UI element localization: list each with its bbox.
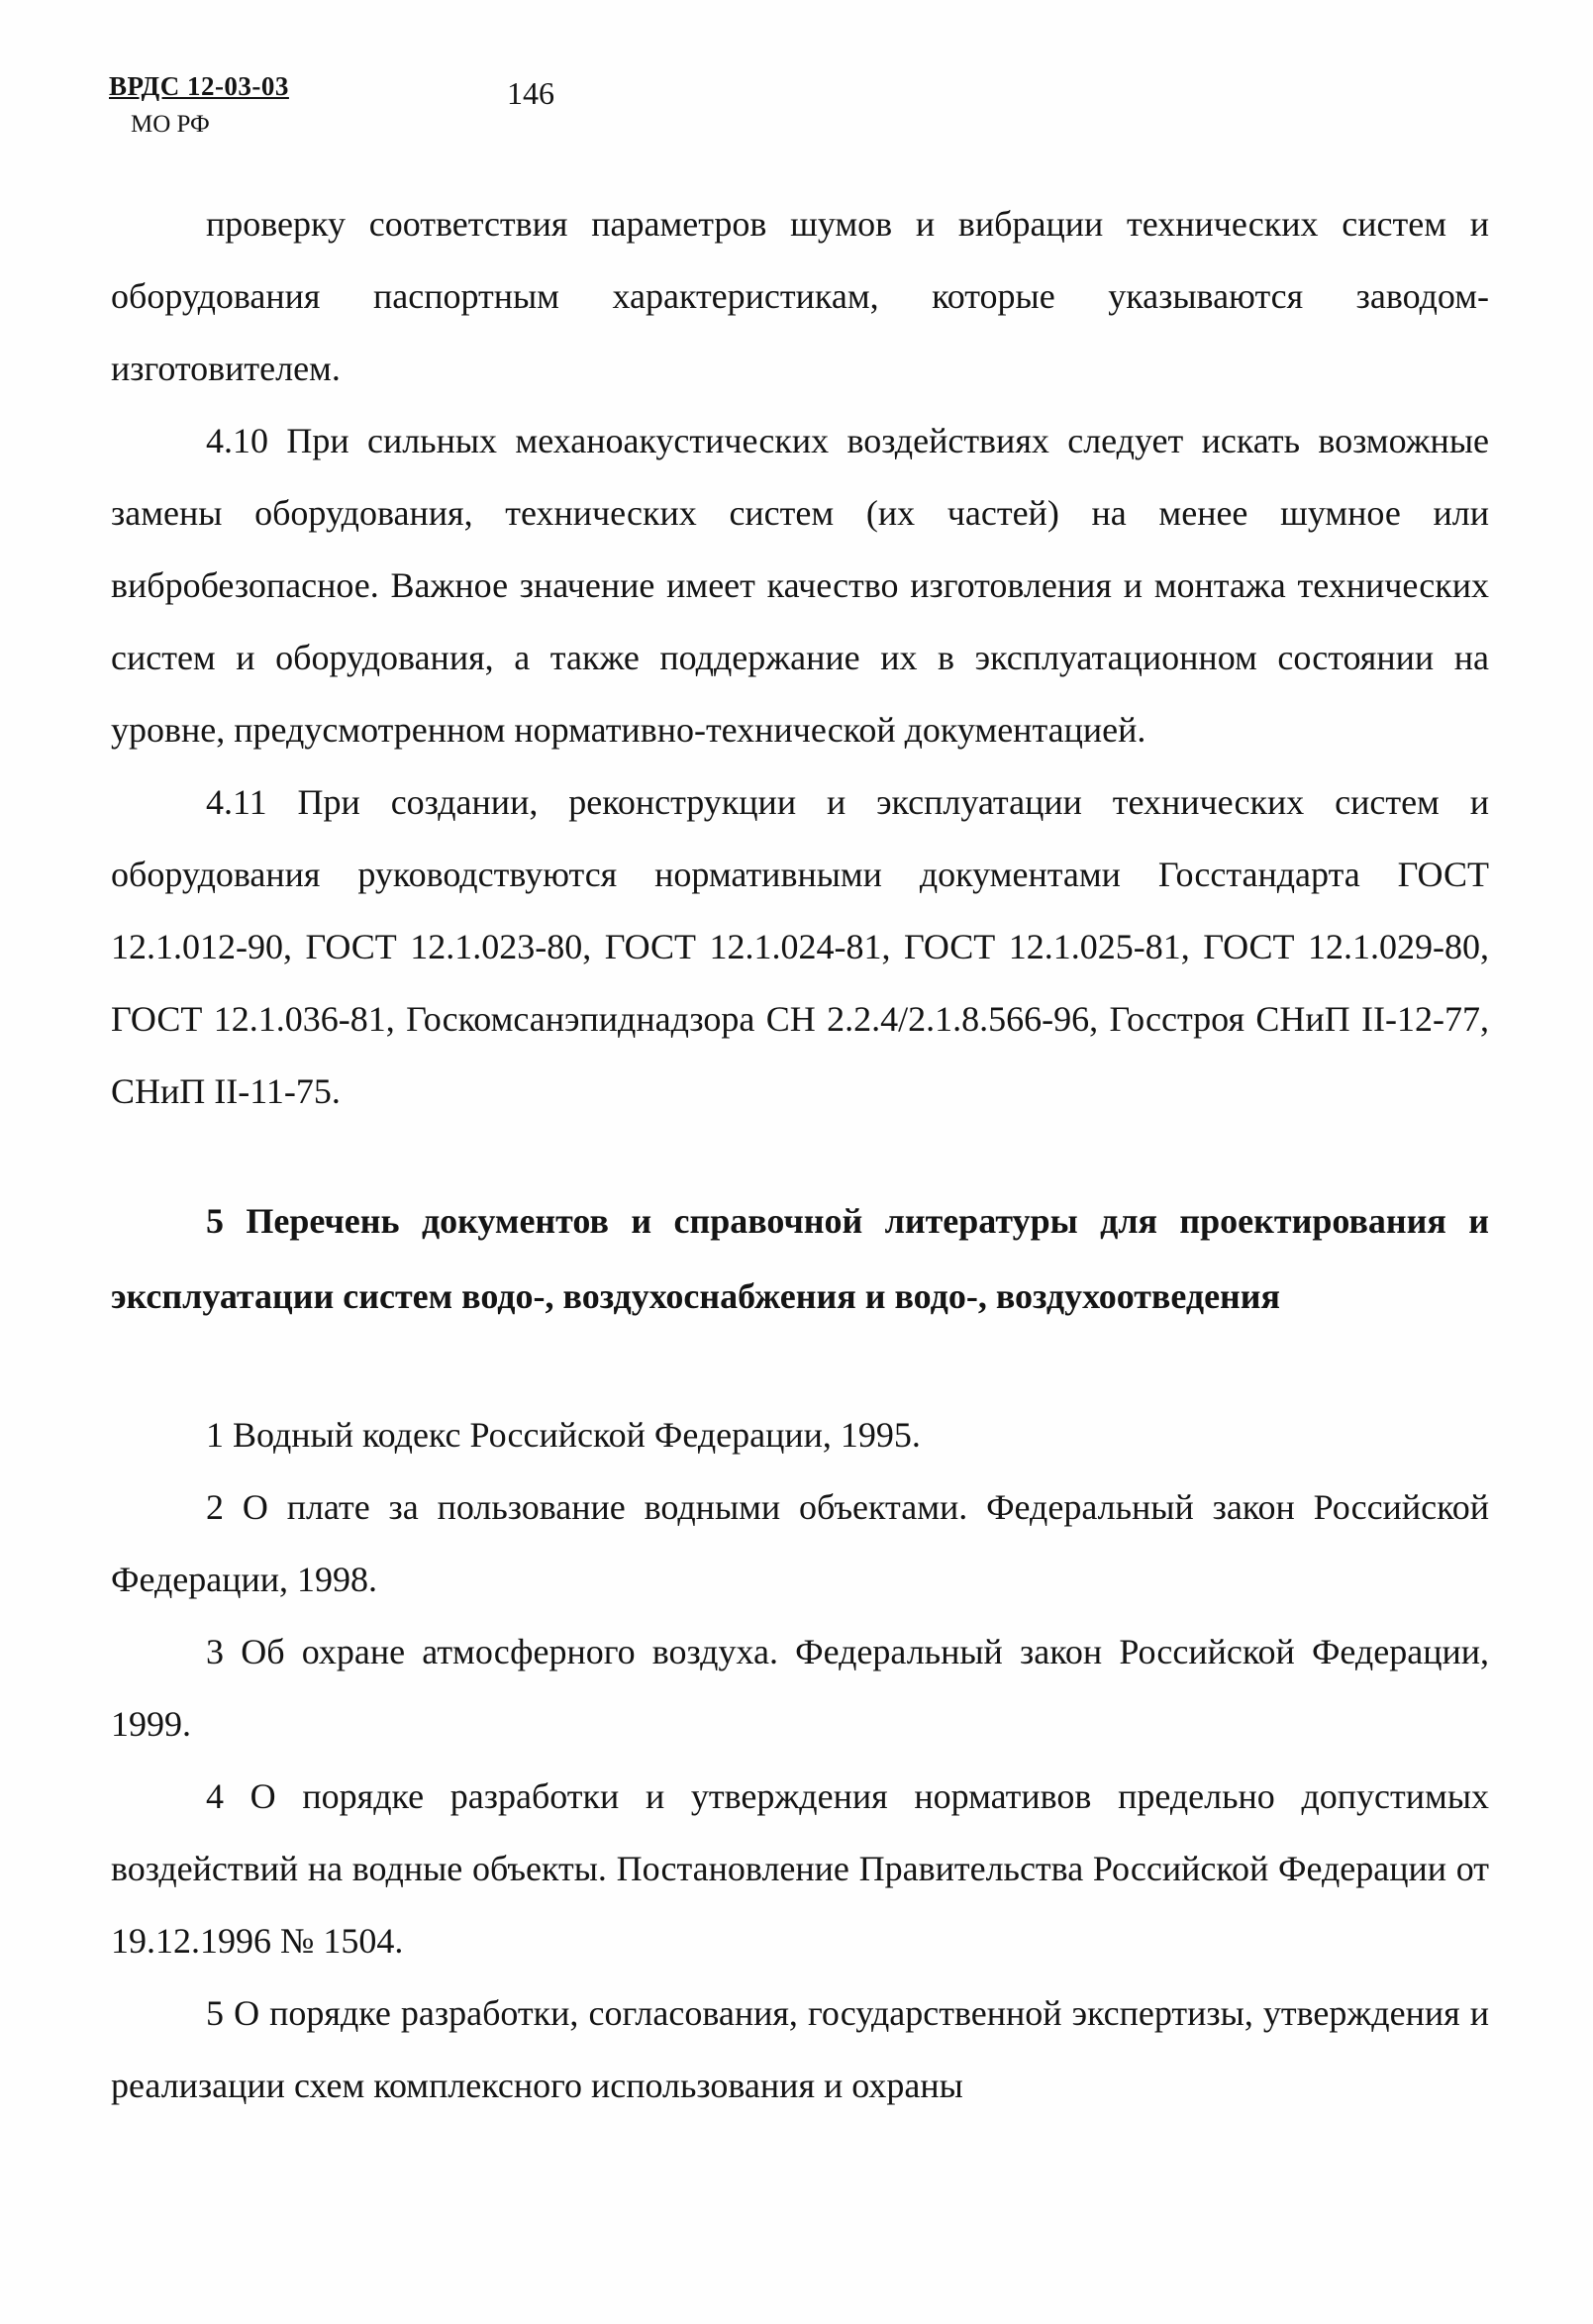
doc-org: МО РФ — [131, 111, 210, 138]
list-item-3: 3 Об охране атмосферного воздуха. Федеральный закон Российской Федерации, 1999. — [111, 1632, 1489, 1744]
paragraph-continuation: проверку соответствия параметров шумов и вибрации технических систем и оборудования паспортным характеристикам, которые указываются заводом-изготовителем. — [111, 204, 1489, 388]
paragraph-4-10: 4.10 При сильных механоакустических воздействиях следует искать возможные замены оборудования, технических систем (их частей) на менее шумное или вибробезопасное. Важное значение имеет качество изготовления и монтажа технических систем и оборудования, а также поддержание их в эксплуатационном состоянии на уровне, предусмотренном нормативно-технической документацией. — [111, 421, 1489, 750]
reference-list — [111, 1399, 1489, 2122]
list-item-5: 5 О порядке разработки, согласования, государственной экспертизы, утверждения и реализации схем комплексного использования и охраны — [111, 1993, 1489, 2105]
paragraph-4-11: 4.11 При создании, реконструкции и эксплуатации технических систем и оборудования руководствуются нормативными документами Госстандарта ГОСТ 12.1.012-90, ГОСТ 12.1.023-80, ГОСТ 12.1.024-81, ГОСТ 12.1.025-81, ГОСТ 12.1.029-80, ГОСТ 12.1.036-81, Госкомсанэпиднадзора СН 2.2.4/2.1.8.566-96, Госстроя СНиП II-12-77, СНиП II-11-75. — [111, 782, 1489, 1111]
list-item-2: 2 О плате за пользование водными объектами. Федеральный закон Российской Федерации, 1998. — [111, 1487, 1489, 1599]
list-item-4: 4 О порядке разработки и утверждения нормативов предельно допустимых воздействий на водные объекты. Постановление Правительства Российской Федерации от 19.12.1996 № 1504. — [111, 1776, 1489, 1961]
section-heading: 5 Перечень документов и справочной литературы для проектирования и эксплуатации систем водо-, воздухоснабжения и водо-, воздухоотведения — [111, 1201, 1489, 1316]
doc-code: ВРДС 12-03-03 — [109, 71, 289, 101]
document-body — [111, 188, 1489, 2122]
list-item-1: 1 Водный кодекс Российской Федерации, 1995. — [206, 1415, 921, 1455]
page-number: 146 — [507, 75, 554, 111]
